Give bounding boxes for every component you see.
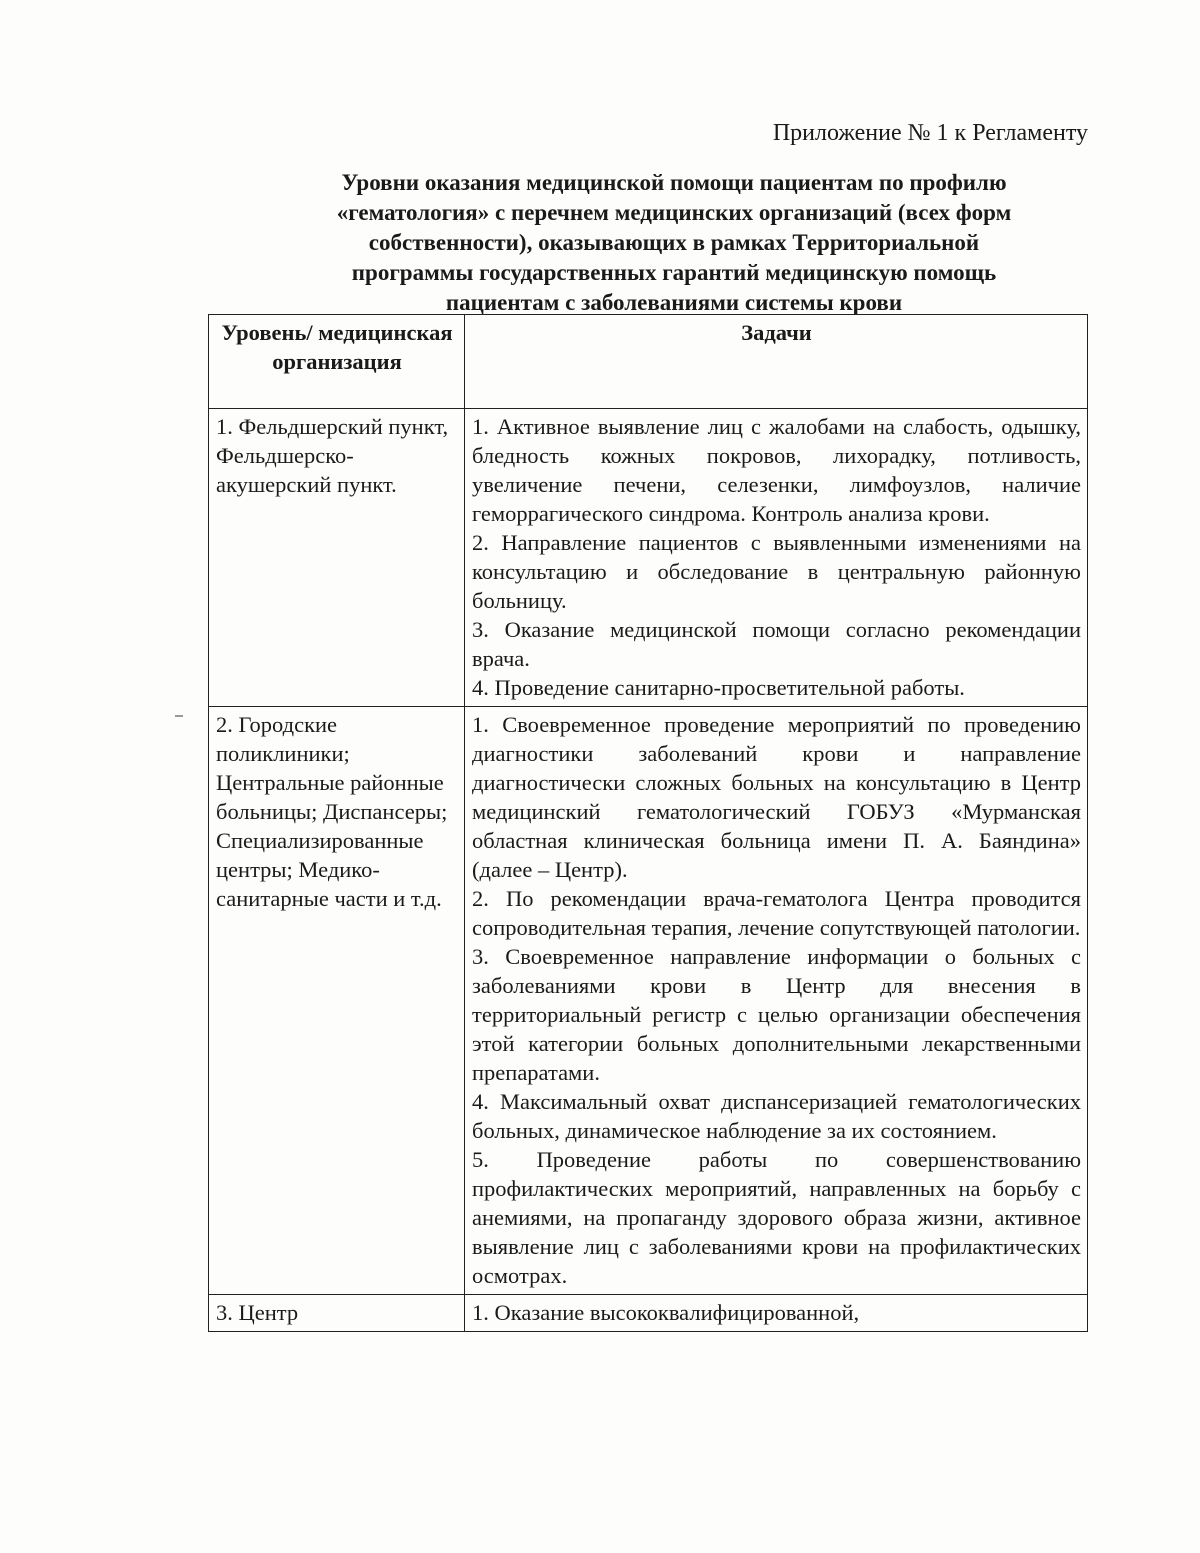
task-item: 4. Максимальный охват диспансеризацией гематологических больных, динамическое наблюдение за их состоянием. bbox=[472, 1089, 1081, 1143]
table-row bbox=[209, 707, 1088, 1295]
tasks-cell bbox=[465, 707, 1088, 1295]
task-item: 1. Активное выявление лиц с жалобами на слабость, одышку, бледность кожных покровов, лихорадку, потливость, увеличение печени, селезенки, лимфоузлов, наличие геморрагического синдрома. Контроль анализа крови. bbox=[472, 414, 1081, 526]
task-item: 4. Проведение санитарно-просветительной работы. bbox=[472, 675, 965, 700]
title-line: Уровни оказания медицинской помощи пациентам по профилю bbox=[341, 170, 1007, 195]
task-item: 1. Своевременное проведение мероприятий по проведению диагностики заболеваний крови и направление диагностически сложных больных на консультацию в Центр медицинский гематологический ГОБУЗ «Мурманская областная клиническая больница имени П. А. Баяндина» (далее – Центр). bbox=[472, 712, 1081, 882]
levels-table bbox=[208, 314, 1088, 1332]
task-item: 3. Своевременное направление информации о больных с заболеваниями крови в Центр для внесения в территориальный регистр с целью организации обеспечения этой категории больных дополнительными лекарственными препаратами. bbox=[472, 944, 1081, 1085]
header-tasks: Задачи bbox=[465, 315, 1088, 409]
title-line: «гематология» с перечнем медицинских организаций (всех форм bbox=[336, 200, 1012, 225]
level-cell: 1. Фельдшерский пункт, Фельдшерско-акушерский пункт. bbox=[209, 409, 465, 707]
title-line: собственности), оказывающих в рамках Территориальной bbox=[368, 230, 980, 255]
task-item: 2. По рекомендации врача-гематолога Центра проводится сопроводительная терапия, лечение сопутствующей патологии. bbox=[472, 886, 1081, 940]
header-level: Уровень/ медицинская организация bbox=[209, 315, 465, 409]
level-cell: 2. Городские поликлиники; Центральные районные больницы; Диспансеры; Специализированные центры; Медико-санитарные части и т.д. bbox=[209, 707, 465, 1295]
table-row bbox=[209, 1295, 1088, 1332]
level-cell: 3. Центр bbox=[209, 1295, 465, 1332]
document-title bbox=[255, 168, 1093, 318]
table-row bbox=[209, 409, 1088, 707]
task-item: 5. Проведение работы по совершенствованию профилактических мероприятий, направленных на борьбу с анемиями, на пропаганду здорового образа жизни, активное выявление лиц с заболеваниями крови на профилактических осмотрах. bbox=[472, 1147, 1081, 1288]
task-item: 1. Оказание высококвалифицированной, bbox=[472, 1300, 860, 1325]
appendix-label: Приложение № 1 к Регламенту bbox=[772, 120, 1088, 146]
title-line: программы государственных гарантий медицинскую помощь bbox=[351, 260, 997, 285]
task-item: 2. Направление пациентов с выявленными изменениями на консультацию и обследование в центральную районную больницу. bbox=[472, 530, 1081, 613]
tasks-cell bbox=[465, 1295, 1088, 1332]
scan-mark bbox=[175, 715, 183, 717]
table-header-row bbox=[209, 315, 1088, 409]
task-item: 3. Оказание медицинской помощи согласно рекомендации врача. bbox=[472, 617, 1081, 671]
title-line: пациентам с заболеваниями системы крови bbox=[445, 290, 903, 315]
tasks-cell bbox=[465, 409, 1088, 707]
